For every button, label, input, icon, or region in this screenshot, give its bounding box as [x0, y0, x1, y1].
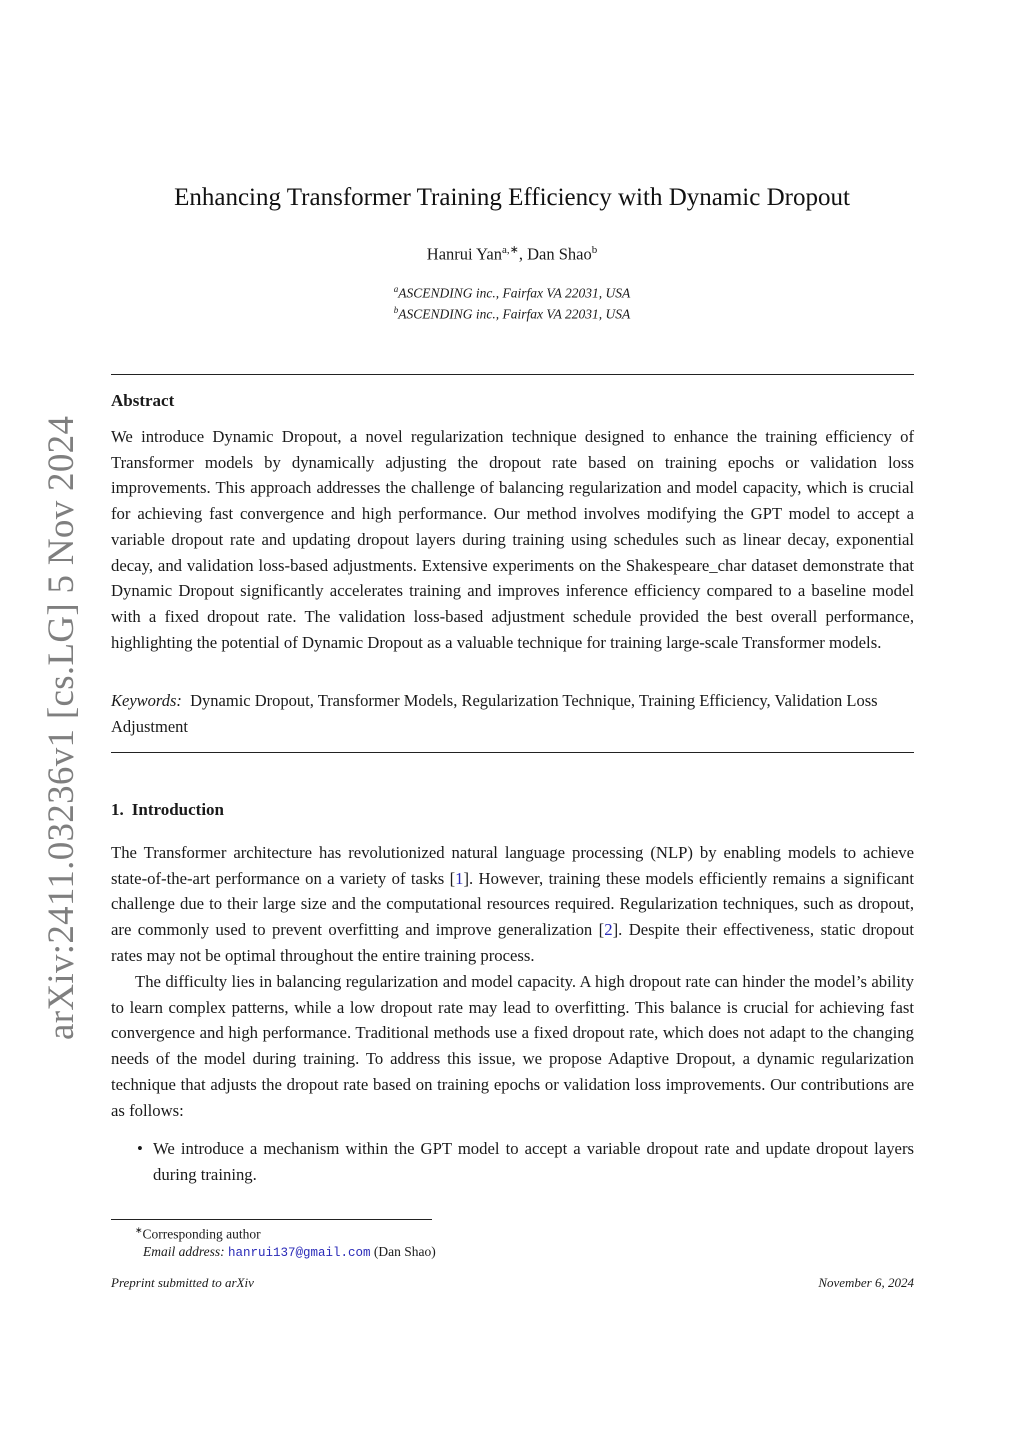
- submission-date: November 6, 2024: [818, 1275, 914, 1290]
- email-link[interactable]: hanrui137@gmail.com: [228, 1246, 371, 1260]
- author-name: Hanrui Yan: [426, 244, 502, 264]
- section-title: Introduction: [131, 800, 225, 819]
- affiliation-text: ASCENDING inc., Fairfax VA 22031, USA: [398, 285, 631, 301]
- email-note: [143, 1243, 436, 1263]
- abstract-text: We introduce Dynamic Dropout, a novel regularization technique designed to enhance the training efficiency of Transformer models by dynamically adjusting the dropout rate based on training epochs or validation loss improvements. This approach addresses the challenge of balancing regularization and model capacity, which is crucial for achieving fast convergence and high performance. Our method involves modifying the GPT model to accept a variable dropout rate and updating dropout layers during training using schedules such as linear decay, exponential decay, and validation loss-based adjustments. Extensive experiments on the Shakespeare_char dataset demonstrate that Dynamic Dropout significantly accelerates training and improves inference efficiency compared to a baseline model with a fixed dropout rate. The validation loss-based adjustment schedule provided the best overall performance, highlighting the potential of Dynamic Dropout as a valuable technique for training large-scale Transformer models.: [111, 427, 914, 652]
- affiliation-list: [0, 281, 1024, 322]
- section-heading-introduction: [111, 800, 224, 820]
- abstract-bottom-rule: [111, 752, 914, 753]
- keywords-label: Keywords:: [111, 691, 182, 710]
- contribution-list-item: [137, 1136, 914, 1187]
- section-number: 1.: [111, 800, 124, 819]
- arxiv-identifier-stamp[interactable]: arXiv:2411.03236v1 [cs.LG] 5 Nov 2024: [41, 415, 82, 1040]
- contribution-text: We introduce a mechanism within the GPT model to accept a variable dropout rate and update dropout layers during training.: [153, 1139, 914, 1184]
- affiliation-text: ASCENDING inc., Fairfax VA 22031, USA: [398, 306, 631, 321]
- footnote-rule: [111, 1219, 432, 1220]
- citation-link[interactable]: 2: [604, 920, 613, 940]
- footnote: [135, 1222, 436, 1263]
- author-separator: ,: [518, 244, 528, 264]
- abstract-heading: Abstract: [111, 391, 175, 410]
- intro-text: ]. Despite their effectiveness, static dropout rates may not be optimal throughout the entire training process.: [111, 920, 914, 965]
- preprint-note: Preprint submitted to arXiv: [111, 1275, 254, 1290]
- corresponding-author-note: [135, 1222, 436, 1243]
- footnote-mark: ∗: [135, 1225, 143, 1235]
- author-affiliation-mark: b: [591, 244, 598, 256]
- keywords-text: Dynamic Dropout, Transformer Models, Regularization Technique, Training Efficiency, Validation Loss Adjustment: [111, 691, 878, 736]
- keywords: [111, 688, 914, 739]
- intro-paragraph-1: [111, 840, 914, 969]
- author-list: [0, 243, 1024, 265]
- paper-title: Enhancing Transformer Training Efficiency with Dynamic Dropout: [174, 184, 850, 211]
- intro-paragraph-2: The difficulty lies in balancing regularization and model capacity. A high dropout rate can hinder the model’s ability to learn complex patterns, while a low dropout rate may lead to overfitting. This balance is crucial for achieving fast convergence and high performance. Traditional methods use a fixed dropout rate, which does not adapt to the changing needs of the model during training. To address this issue, we propose Adaptive Dropout, a dynamic regularization technique that adjusts the dropout rate based on training epochs or validation loss improvements. Our contributions are as follows:: [111, 972, 914, 1120]
- bullet-icon: •: [137, 1139, 143, 1158]
- affiliation-mark: b: [393, 304, 399, 315]
- citation-link[interactable]: 1: [455, 868, 464, 888]
- intro-text: The Transformer architecture has revolutionized natural language processing (NLP) by enabling models to achieve state-of-the-art performance on a variety of tasks [: [111, 843, 914, 888]
- author-affiliation-mark: a,∗: [501, 244, 519, 256]
- affiliation-line: [0, 281, 1024, 302]
- affiliation-line: [0, 302, 1024, 323]
- affiliation-mark: a: [393, 284, 399, 294]
- email-owner: (Dan Shao): [373, 1244, 436, 1259]
- corresponding-author-text: Corresponding author: [142, 1226, 261, 1242]
- abstract-top-rule: [111, 374, 914, 375]
- intro-text: ]. However, training these models efficiently remains a significant challenge due to their large size and the computational resources required. Regularization techniques, such as dropout, are commonly used to prevent overfitting and improve generalization [: [111, 868, 914, 940]
- author-name: Dan Shao: [527, 244, 592, 264]
- email-label: Email address:: [143, 1244, 225, 1259]
